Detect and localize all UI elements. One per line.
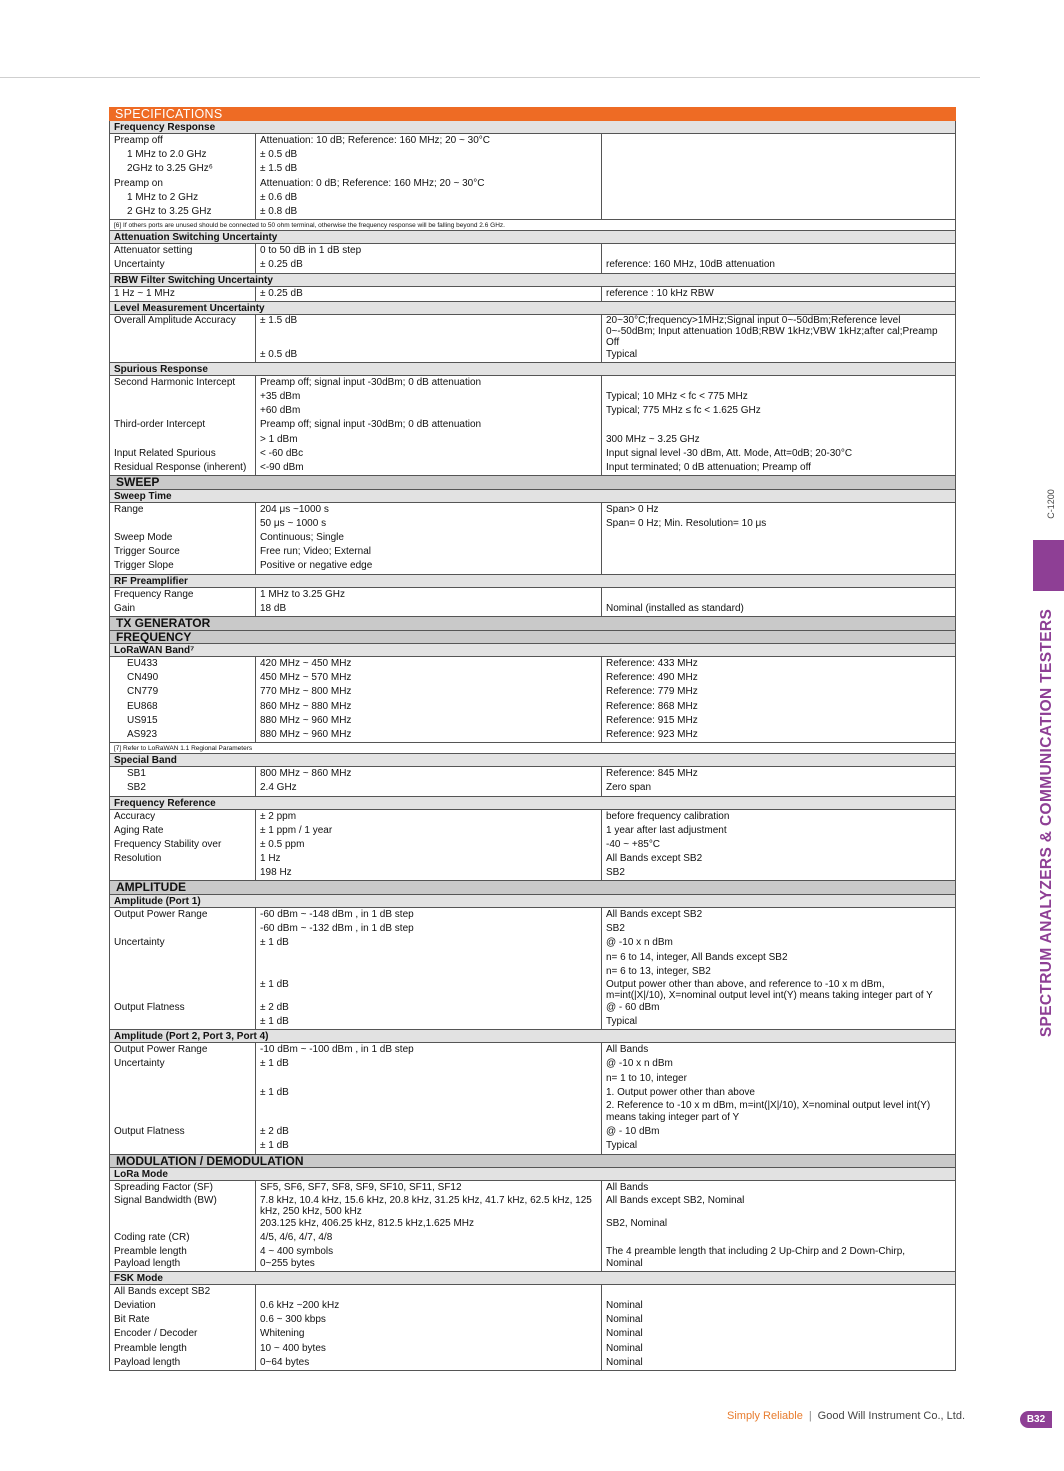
section-header: MODULATION / DEMODULATION — [109, 1155, 956, 1169]
spec-cell: Range — [114, 503, 144, 515]
spec-cell: Preamble length — [114, 1245, 187, 1257]
spec-cell: Reference: 868 MHz — [606, 700, 698, 712]
value-column — [256, 315, 602, 362]
spec-cell: ± 2 dB — [260, 1001, 289, 1013]
spec-group — [109, 810, 956, 882]
spec-cell: SB2, Nominal — [606, 1218, 668, 1230]
spec-group — [109, 1043, 956, 1154]
spec-cell — [114, 1072, 251, 1086]
parameter-column — [110, 810, 256, 881]
spec-cell: 1 Hz ~ 1 MHz — [114, 287, 175, 299]
spec-cell — [114, 922, 251, 936]
condition-column — [602, 503, 955, 574]
value-column — [256, 810, 602, 881]
spec-cell: 0 to 50 dB in 1 dB step — [260, 245, 362, 257]
spec-cell: n= 6 to 14, integer, All Bands except SB2 — [606, 951, 788, 963]
spec-cell: Sweep Mode — [114, 532, 173, 544]
spec-cell: 2 GHz to 3.25 GHz — [127, 205, 212, 217]
spec-cell: 2.4 GHz — [260, 782, 297, 794]
spec-cell: CN490 — [127, 672, 159, 684]
spec-cell: Whitening — [260, 1328, 305, 1340]
spec-cell: Typical; 10 MHz < fc < 775 MHz — [606, 391, 748, 403]
spec-cell: 770 MHz ~ 800 MHz — [260, 686, 352, 698]
spec-cell: 4/5, 4/6, 4/7, 4/8 — [260, 1232, 333, 1244]
spec-cell: ± 1 ppm / 1 year — [260, 824, 333, 836]
spec-cell — [114, 433, 251, 447]
spec-cell — [114, 866, 251, 880]
spec-cell: All Bands except SB2, Nominal — [606, 1195, 745, 1207]
spec-cell — [114, 390, 251, 404]
section-header: FREQUENCY — [109, 631, 956, 645]
spec-cell: ± 2 dB — [260, 1126, 289, 1138]
spec-group — [109, 1285, 956, 1371]
spec-cell: Attenuation: 10 dB; Reference: 160 MHz; 20 ~ 30°C — [260, 135, 490, 146]
spec-cell: @ - 10 dBm — [606, 1126, 660, 1138]
subsection-header: LoRaWAN Band⁷ — [109, 644, 956, 657]
spec-cell: Uncertainty — [114, 937, 165, 949]
spec-cell: Zero span — [606, 782, 652, 794]
spec-cell — [260, 990, 597, 1001]
spec-cell — [114, 1111, 251, 1125]
spec-cell: 4 ~ 400 symbols — [260, 1245, 334, 1257]
spec-cell: ± 1 dB — [260, 1086, 289, 1098]
spec-cell: 2GHz to 3.25 GHz⁶ — [127, 163, 213, 175]
spec-cell — [606, 559, 951, 573]
spec-cell: Preamble length — [114, 1342, 187, 1354]
spec-cell: SB2 — [127, 782, 146, 794]
spec-cell — [114, 1086, 251, 1100]
parameter-column — [110, 588, 256, 616]
spec-cell: n= 6 to 13, integer, SB2 — [606, 965, 711, 977]
spec-group — [109, 503, 956, 575]
spec-cell: m=int(|X|/10), X=nominal output level int(Y) means taking integer part of Y — [606, 989, 933, 1001]
value-column — [256, 767, 602, 795]
spec-cell: 0~255 bytes — [260, 1257, 315, 1269]
spec-cell — [606, 191, 951, 205]
spec-cell — [260, 951, 597, 965]
spec-cell: ± 0.6 dB — [260, 191, 298, 203]
spec-cell: Second Harmonic Intercept — [114, 376, 236, 388]
spec-cell: 50 μs ~ 1000 s — [260, 517, 327, 529]
spec-cell: Overall Amplitude Accuracy — [114, 314, 236, 326]
spec-cell: Uncertainty — [114, 259, 165, 271]
spec-cell: 198 Hz — [260, 867, 292, 879]
spec-cell: Output Flatness — [114, 1001, 185, 1013]
spec-cell: 860 MHz ~ 880 MHz — [260, 700, 352, 712]
value-column — [256, 503, 602, 574]
footer — [727, 1410, 965, 1422]
condition-column — [602, 810, 955, 881]
parameter-column — [110, 315, 256, 362]
spec-cell — [114, 979, 251, 990]
spec-cell: Nominal — [606, 1314, 643, 1326]
spec-cell: +60 dBm — [260, 405, 301, 417]
footer-slogan: Simply Reliable — [727, 1410, 803, 1422]
spec-cell: Output power other than above, and reference to -10 x m dBm, — [606, 978, 885, 990]
spec-cell — [606, 148, 951, 162]
spec-cell: Uncertainty — [114, 1058, 165, 1070]
spec-cell: Span= 0 Hz; Min. Resolution= 10 μs — [606, 517, 767, 529]
spec-cell: 450 MHz ~ 570 MHz — [260, 672, 352, 684]
spec-cell: Frequency Stability over — [114, 838, 222, 850]
spec-cell — [260, 1285, 597, 1299]
condition-column — [602, 315, 955, 362]
spec-cell: Attenuator setting — [114, 245, 193, 257]
spec-cell: <-90 dBm — [260, 462, 304, 473]
spec-cell: @ -10 x n dBm — [606, 1058, 673, 1070]
spec-cell: reference : 10 kHz RBW — [606, 287, 714, 299]
spec-cell: 1. Output power other than above — [606, 1086, 755, 1098]
subsection-header: LoRa Mode — [109, 1168, 956, 1181]
spec-group — [109, 908, 956, 1030]
spec-cell — [114, 1217, 251, 1231]
condition-column — [602, 376, 955, 475]
condition-column — [602, 1043, 955, 1153]
spec-cell — [260, 965, 597, 979]
spec-cell: ± 1 dB — [260, 1140, 289, 1152]
value-column — [256, 287, 602, 301]
value-column — [256, 1043, 602, 1153]
spec-group — [109, 244, 956, 273]
parameter-column — [110, 376, 256, 475]
section-tab-marker — [1033, 540, 1064, 591]
spec-cell: ± 1 dB — [260, 1016, 289, 1028]
spec-group — [109, 315, 956, 363]
subsection-header: Special Band — [109, 754, 956, 767]
subsection-header: FSK Mode — [109, 1272, 956, 1285]
spec-cell: 300 MHz ~ 3.25 GHz — [606, 433, 700, 445]
spec-cell: Reference: 923 MHz — [606, 728, 698, 740]
spec-cell — [606, 376, 951, 390]
spec-cell: ± 1 dB — [260, 1058, 289, 1070]
spec-cell: All Bands except SB2 — [114, 1285, 211, 1297]
spec-cell: Attenuation: 0 dB; Reference: 160 MHz; 20 ~ 30°C — [260, 177, 485, 189]
spec-group — [109, 767, 956, 796]
spec-cell: 0.6 ~ 300 kbps — [260, 1314, 326, 1326]
spec-cell: Reference: 779 MHz — [606, 686, 698, 698]
spec-group — [109, 287, 956, 302]
condition-column — [602, 908, 955, 1029]
spec-cell: Preamp off; signal input -30dBm; 0 dB attenuation — [260, 376, 482, 388]
catalog-code-text: C-1200 — [1046, 489, 1056, 519]
spec-cell: 1 MHz to 2 GHz — [127, 191, 199, 203]
value-column — [256, 657, 602, 742]
spec-cell: 1 MHz to 3.25 GHz — [260, 588, 346, 600]
spec-cell: SB2 — [606, 923, 625, 935]
spec-cell — [606, 177, 951, 191]
spec-cell: Nominal (installed as standard) — [606, 602, 744, 614]
subsection-header: Amplitude (Port 1) — [109, 895, 956, 908]
footnote: [6] If others ports are unused should be connected to 50 ohm terminal, otherwise the frequency response will be falling beyond 2.6 GHz. — [109, 220, 956, 231]
spec-cell: 1 year after last adjustment — [606, 824, 727, 836]
spec-group — [109, 588, 956, 617]
condition-column — [602, 657, 955, 742]
spec-cell: Nominal — [606, 1328, 643, 1340]
spec-cell: Input Related Spurious — [114, 447, 216, 459]
spec-cell: before frequency calibration — [606, 810, 730, 822]
spec-cell: Coding rate (CR) — [114, 1232, 190, 1244]
spec-cell: ± 0.25 dB — [260, 259, 303, 271]
spec-cell: Typical — [606, 1016, 638, 1028]
condition-column — [602, 767, 955, 795]
spec-cell: ± 0.5 ppm — [260, 838, 305, 850]
spec-cell: 2. Reference to -10 x m dBm, m=int(|X|/10), X=nominal output level int(Y) — [606, 1100, 931, 1111]
parameter-column — [110, 1043, 256, 1153]
value-column — [256, 134, 602, 219]
spec-cell: Frequency Range — [114, 588, 194, 600]
spec-cell: Output Power Range — [114, 908, 208, 920]
spec-cell: Free run; Video; External — [260, 546, 371, 558]
spec-cell: SB1 — [127, 768, 146, 780]
spec-cell: All Bands — [606, 1182, 649, 1194]
spec-cell: @ - 60 dBm — [606, 1001, 660, 1013]
spec-cell: Encoder / Decoder — [114, 1328, 198, 1340]
spec-cell: Resolution — [114, 853, 162, 865]
section-header: AMPLITUDE — [109, 881, 956, 895]
spec-cell: ± 1.5 dB — [260, 314, 298, 326]
spec-cell — [606, 244, 951, 258]
spec-cell: Residual Response (inherent) — [114, 462, 247, 473]
spec-cell: 204 μs ~1000 s — [260, 503, 329, 515]
spec-cell — [606, 205, 951, 219]
spec-cell — [606, 531, 951, 545]
section-header: SWEEP — [109, 476, 956, 490]
spec-cell: Nominal — [606, 1257, 643, 1269]
condition-column — [602, 134, 955, 219]
parameter-column — [110, 1285, 256, 1370]
spec-cell: Preamp off — [114, 135, 163, 146]
spec-cell: All Bands except SB2 — [606, 908, 703, 920]
spec-cell: 1 Hz — [260, 853, 281, 865]
spec-cell: Preamp off; signal input -30dBm; 0 dB attenuation — [260, 419, 482, 431]
spec-cell: Accuracy — [114, 810, 156, 822]
spec-cell — [606, 418, 951, 432]
spec-cell: Payload length — [114, 1356, 181, 1368]
spec-cell: All Bands — [606, 1044, 649, 1056]
spec-cell — [114, 965, 251, 979]
spec-cell: 10 ~ 400 bytes — [260, 1342, 326, 1354]
spec-cell — [606, 588, 951, 602]
section-header: TX GENERATOR — [109, 617, 956, 631]
condition-column — [602, 588, 955, 616]
spec-cell: 0~64 bytes — [260, 1356, 310, 1368]
condition-column — [602, 1181, 955, 1271]
spec-cell: AS923 — [127, 728, 158, 740]
spec-cell: Input signal level -30 dBm, Att. Mode, Att=0dB; 20-30°C — [606, 447, 853, 459]
spec-cell: 800 MHz ~ 860 MHz — [260, 768, 352, 780]
spec-cell: Payload length — [114, 1257, 181, 1269]
spec-cell: 7.8 kHz, 10.4 kHz, 15.6 kHz, 20.8 kHz, 31.25 kHz, 41.7 kHz, 62.5 kHz, 125 kHz, 250 kHz, 500 kHz — [260, 1195, 592, 1218]
spec-group — [109, 657, 956, 743]
spec-cell: SF5, SF6, SF7, SF8, SF9, SF10, SF11, SF12 — [260, 1182, 462, 1194]
spec-cell: Reference: 433 MHz — [606, 658, 698, 669]
subsection-header: Level Measurement Uncertainty — [109, 302, 956, 315]
value-column — [256, 1181, 602, 1271]
spec-cell: 0.6 kHz ~200 kHz — [260, 1300, 340, 1311]
subsection-header: RF Preamplifier — [109, 575, 956, 588]
spec-cell: CN779 — [127, 686, 159, 698]
spec-cell: -10 dBm ~ -100 dBm , in 1 dB step — [260, 1044, 414, 1056]
subsection-header: Sweep Time — [109, 490, 956, 503]
spec-cell: ± 1.5 dB — [260, 163, 298, 175]
spec-cell — [606, 1285, 951, 1299]
spec-cell: Trigger Slope — [114, 560, 174, 572]
spec-cell — [260, 1072, 597, 1086]
spec-cell: @ -10 x n dBm — [606, 937, 673, 949]
spec-cell: SB2 — [606, 867, 625, 879]
spec-cell: All Bands except SB2 — [606, 853, 703, 865]
spec-cell — [260, 1100, 597, 1111]
subsection-header: Frequency Response — [109, 121, 956, 134]
value-column — [256, 1285, 602, 1370]
spec-cell: Reference: 915 MHz — [606, 714, 698, 726]
parameter-column — [110, 1181, 256, 1271]
value-column — [256, 588, 602, 616]
side-section-title — [1034, 600, 1060, 1046]
spec-cell: ± 0.5 dB — [260, 149, 298, 161]
spec-cell: ± 2 ppm — [260, 810, 297, 822]
spec-cell — [114, 951, 251, 965]
spec-cell: Nominal — [606, 1356, 643, 1368]
parameter-column — [110, 287, 256, 301]
spec-cell: Reference: 490 MHz — [606, 672, 698, 684]
spec-cell: 420 MHz ~ 450 MHz — [260, 658, 352, 669]
footnote: [7] Refer to LoRaWAN 1.1 Regional Parameters — [109, 743, 956, 754]
spec-cell — [606, 162, 951, 176]
spec-cell — [114, 348, 251, 362]
subsection-header: Attenuation Switching Uncertainty — [109, 231, 956, 244]
spec-cell: Nominal — [606, 1300, 643, 1311]
parameter-column — [110, 908, 256, 1029]
spec-cell: n= 1 to 10, integer — [606, 1072, 687, 1084]
spec-cell: 20~30°C;frequency>1MHz;Signal input 0~-50dBm;Reference level 0~-50dBm; Input attenuation 10dB;RBW 1kHz;VBW 1kHz;after cal;Preamp Off — [606, 314, 938, 348]
parameter-column — [110, 134, 256, 219]
spec-cell: EU868 — [127, 700, 158, 712]
spec-cell — [260, 1111, 597, 1125]
spec-cell: -60 dBm ~ -132 dBm , in 1 dB step — [260, 923, 414, 935]
spec-cell: Typical — [606, 348, 638, 360]
spec-cell — [114, 1015, 251, 1029]
spec-cell: 880 MHz ~ 960 MHz — [260, 728, 352, 740]
top-rule — [0, 77, 980, 78]
footer-separator: | — [808, 1410, 812, 1422]
subsection-header: Spurious Response — [109, 363, 956, 376]
spec-group — [109, 1181, 956, 1272]
spec-cell: Preamp on — [114, 177, 163, 189]
spec-cell — [114, 1139, 251, 1153]
spec-group — [109, 376, 956, 476]
spec-cell: US915 — [127, 714, 158, 726]
specifications-table — [109, 107, 956, 1371]
spec-cell: > 1 dBm — [260, 433, 298, 445]
parameter-column — [110, 767, 256, 795]
spec-cell: 880 MHz ~ 960 MHz — [260, 714, 352, 726]
condition-column — [602, 287, 955, 301]
spec-cell — [114, 990, 251, 1001]
spec-cell: Third-order Intercept — [114, 419, 206, 431]
spec-group — [109, 134, 956, 220]
spec-cell: < -60 dBc — [260, 447, 304, 459]
value-column — [256, 908, 602, 1029]
spec-cell: -60 dBm ~ -148 dBm , in 1 dB step — [260, 908, 414, 920]
condition-column — [602, 244, 955, 272]
subsection-header: Frequency Reference — [109, 797, 956, 810]
value-column — [256, 376, 602, 475]
spec-cell: Signal Bandwidth (BW) — [114, 1195, 217, 1207]
spec-cell: Gain — [114, 602, 136, 614]
spec-cell: Positive or negative edge — [260, 560, 373, 572]
spec-cell: ± 0.8 dB — [260, 205, 298, 217]
spec-cell: means taking integer part of Y — [606, 1112, 740, 1123]
spec-cell — [606, 545, 951, 559]
spec-cell: +35 dBm — [260, 391, 301, 403]
spec-cell: Reference: 845 MHz — [606, 768, 698, 780]
spec-cell: Deviation — [114, 1300, 156, 1311]
subsection-header: Amplitude (Port 2, Port 3, Port 4) — [109, 1030, 956, 1043]
spec-cell: 18 dB — [260, 602, 287, 614]
spec-cell: Typical; 775 MHz ≤ fc < 1.625 GHz — [606, 405, 761, 417]
spec-cell: Spreading Factor (SF) — [114, 1182, 213, 1194]
spec-cell: Trigger Source — [114, 546, 180, 558]
spec-cell — [114, 1100, 251, 1111]
spec-cell: Aging Rate — [114, 824, 164, 836]
spec-cell — [606, 134, 951, 148]
spec-cell: Output Power Range — [114, 1044, 208, 1056]
catalog-code — [1044, 484, 1058, 524]
spec-cell — [606, 1231, 951, 1245]
spec-cell: Typical — [606, 1140, 638, 1152]
side-section-title-text: SPECTRUM ANALYZERS & COMMUNICATION TESTERS — [1038, 608, 1055, 1038]
spec-cell: 1 MHz to 2.0 GHz — [127, 149, 207, 161]
spec-cell — [114, 517, 251, 531]
spec-cell: ± 0.5 dB — [260, 348, 298, 360]
parameter-column — [110, 503, 256, 574]
spec-cell: Nominal — [606, 1342, 643, 1354]
spec-cell: 203.125 kHz, 406.25 kHz, 812.5 kHz,1.625 MHz — [260, 1218, 475, 1230]
spec-cell: Span> 0 Hz — [606, 503, 659, 515]
parameter-column — [110, 657, 256, 742]
page-number: B32 — [1020, 1411, 1052, 1428]
spec-cell: ± 0.25 dB — [260, 287, 303, 299]
specifications-header: SPECIFICATIONS — [109, 107, 956, 121]
spec-cell: EU433 — [127, 658, 158, 669]
subsection-header: RBW Filter Switching Uncertainty — [109, 274, 956, 287]
spec-cell: ± 1 dB — [260, 937, 289, 949]
value-column — [256, 244, 602, 272]
spec-cell — [114, 404, 251, 418]
footer-company: Good Will Instrument Co., Ltd. — [817, 1410, 966, 1422]
spec-cell: Input terminated; 0 dB attenuation; Preamp off — [606, 462, 811, 473]
parameter-column — [110, 244, 256, 272]
spec-cell: Output Flatness — [114, 1126, 185, 1138]
spec-cell: -40 ~ +85°C — [606, 838, 661, 850]
spec-cell: ± 1 dB — [260, 978, 289, 990]
condition-column — [602, 1285, 955, 1370]
spec-cell: Bit Rate — [114, 1314, 150, 1326]
spec-cell: The 4 preamble length that including 2 Up-Chirp and 2 Down-Chirp, — [606, 1245, 906, 1257]
spec-cell: Continuous; Single — [260, 532, 344, 544]
spec-cell: reference: 160 MHz, 10dB attenuation — [606, 259, 775, 271]
